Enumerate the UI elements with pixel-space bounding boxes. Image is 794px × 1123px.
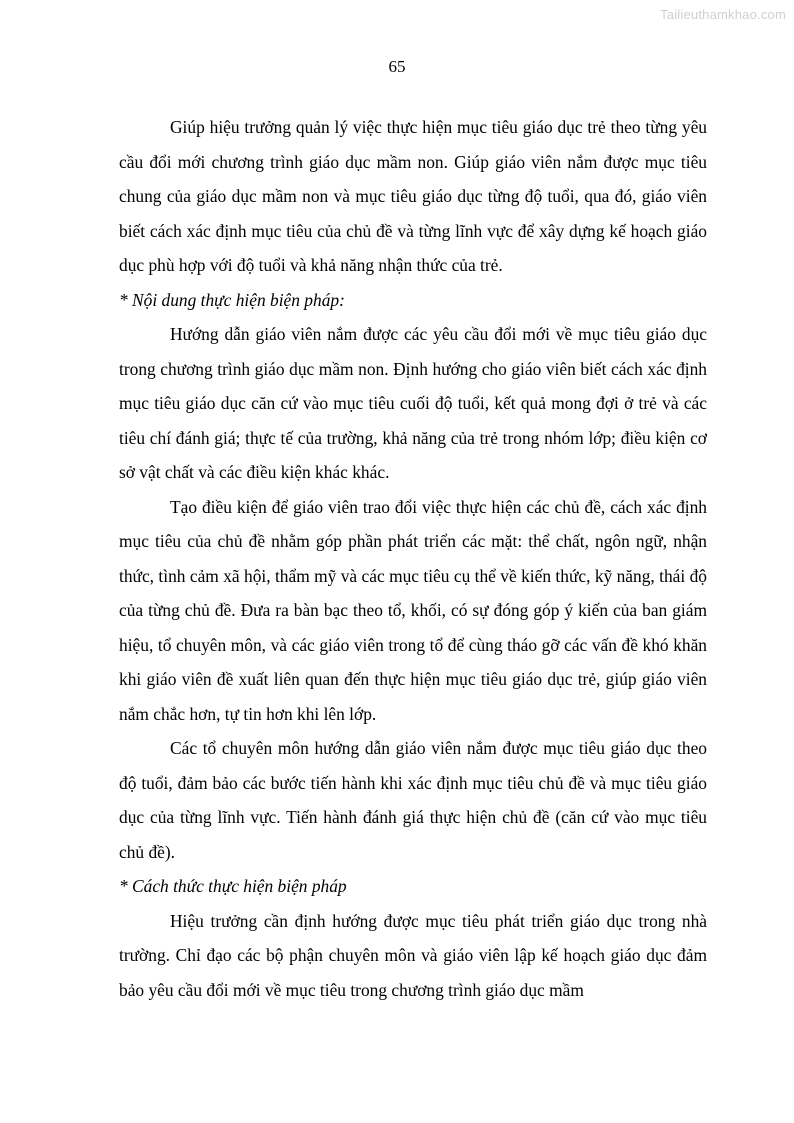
paragraph-conditions: Tạo điều kiện để giáo viên trao đổi việc thực hiện các chủ đề, cách xác định mục tiêu của chủ đề nhằm góp phần phát triển các mặt: thể chất, ngôn ngữ, nhận thức, tình cảm xã hội, thẩm mỹ và các mục tiêu cụ thể về kiến thức, kỹ năng, thái độ của từng chủ đề. Đưa ra bàn bạc theo tổ, khối, có sự đóng góp ý kiến của ban giám hiệu, tổ chuyên môn, và các giáo viên trong tổ để cùng tháo gỡ các vấn đề khó khăn khi giáo viên đề xuất liên quan đến thực hiện mục tiêu giáo dục trẻ, giúp giáo viên nắm chắc hơn, tự tin hơn khi lên lớp. [119, 496, 707, 724]
heading-implementation-methods: * Cách thức thực hiện biện pháp [119, 876, 347, 896]
paragraph-professional-teams: Các tổ chuyên môn hướng dẫn giáo viên nắm được mục tiêu giáo dục theo độ tuổi, đảm bảo các bước tiến hành khi xác định mục tiêu chủ đề và mục tiêu giáo dục của từng lĩnh vực. Tiến hành đánh giá thực hiện chủ đề (căn cứ vào mục tiêu chủ đề). [119, 738, 707, 862]
paragraph-principal-direction: Hiệu trưởng cần định hướng được mục tiêu phát triển giáo dục trong nhà trường. Chỉ đạo các bộ phận chuyên môn và giáo viên lập kế hoạch giáo dục đảm bảo yêu cầu đổi mới về mục tiêu trong chương trình giáo dục mầm [119, 910, 707, 1000]
watermark: Tailieuthamkhao.com [660, 7, 786, 22]
page-number: 65 [388, 57, 406, 76]
document-body [119, 110, 707, 1007]
paragraph-purpose: Giúp hiệu trưởng quản lý việc thực hiện mục tiêu giáo dục trẻ theo từng yêu cầu đổi mới chương trình giáo dục mầm non. Giúp giáo viên nắm được mục tiêu chung của giáo dục mầm non và mục tiêu giáo dục từng độ tuổi, qua đó, giáo viên biết cách xác định mục tiêu của chủ đề và từng lĩnh vực để xây dựng kế hoạch giáo dục phù hợp với độ tuổi và khả năng nhận thức của trẻ. [119, 117, 707, 275]
heading-content-measures: * Nội dung thực hiện biện pháp: [119, 289, 345, 310]
paragraph-guidance: Hướng dẫn giáo viên nắm được các yêu cầu đổi mới về mục tiêu giáo dục trong chương trình giáo dục mầm non. Định hướng cho giáo viên biết cách xác định mục tiêu giáo dục căn cứ vào mục tiêu cuối độ tuổi, kết quả mong đợi ở trẻ và các tiêu chí đánh giá; thực tế của trường, khả năng của trẻ trong nhóm lớp; điều kiện cơ sở vật chất và các điều kiện khác khác. [119, 324, 707, 482]
